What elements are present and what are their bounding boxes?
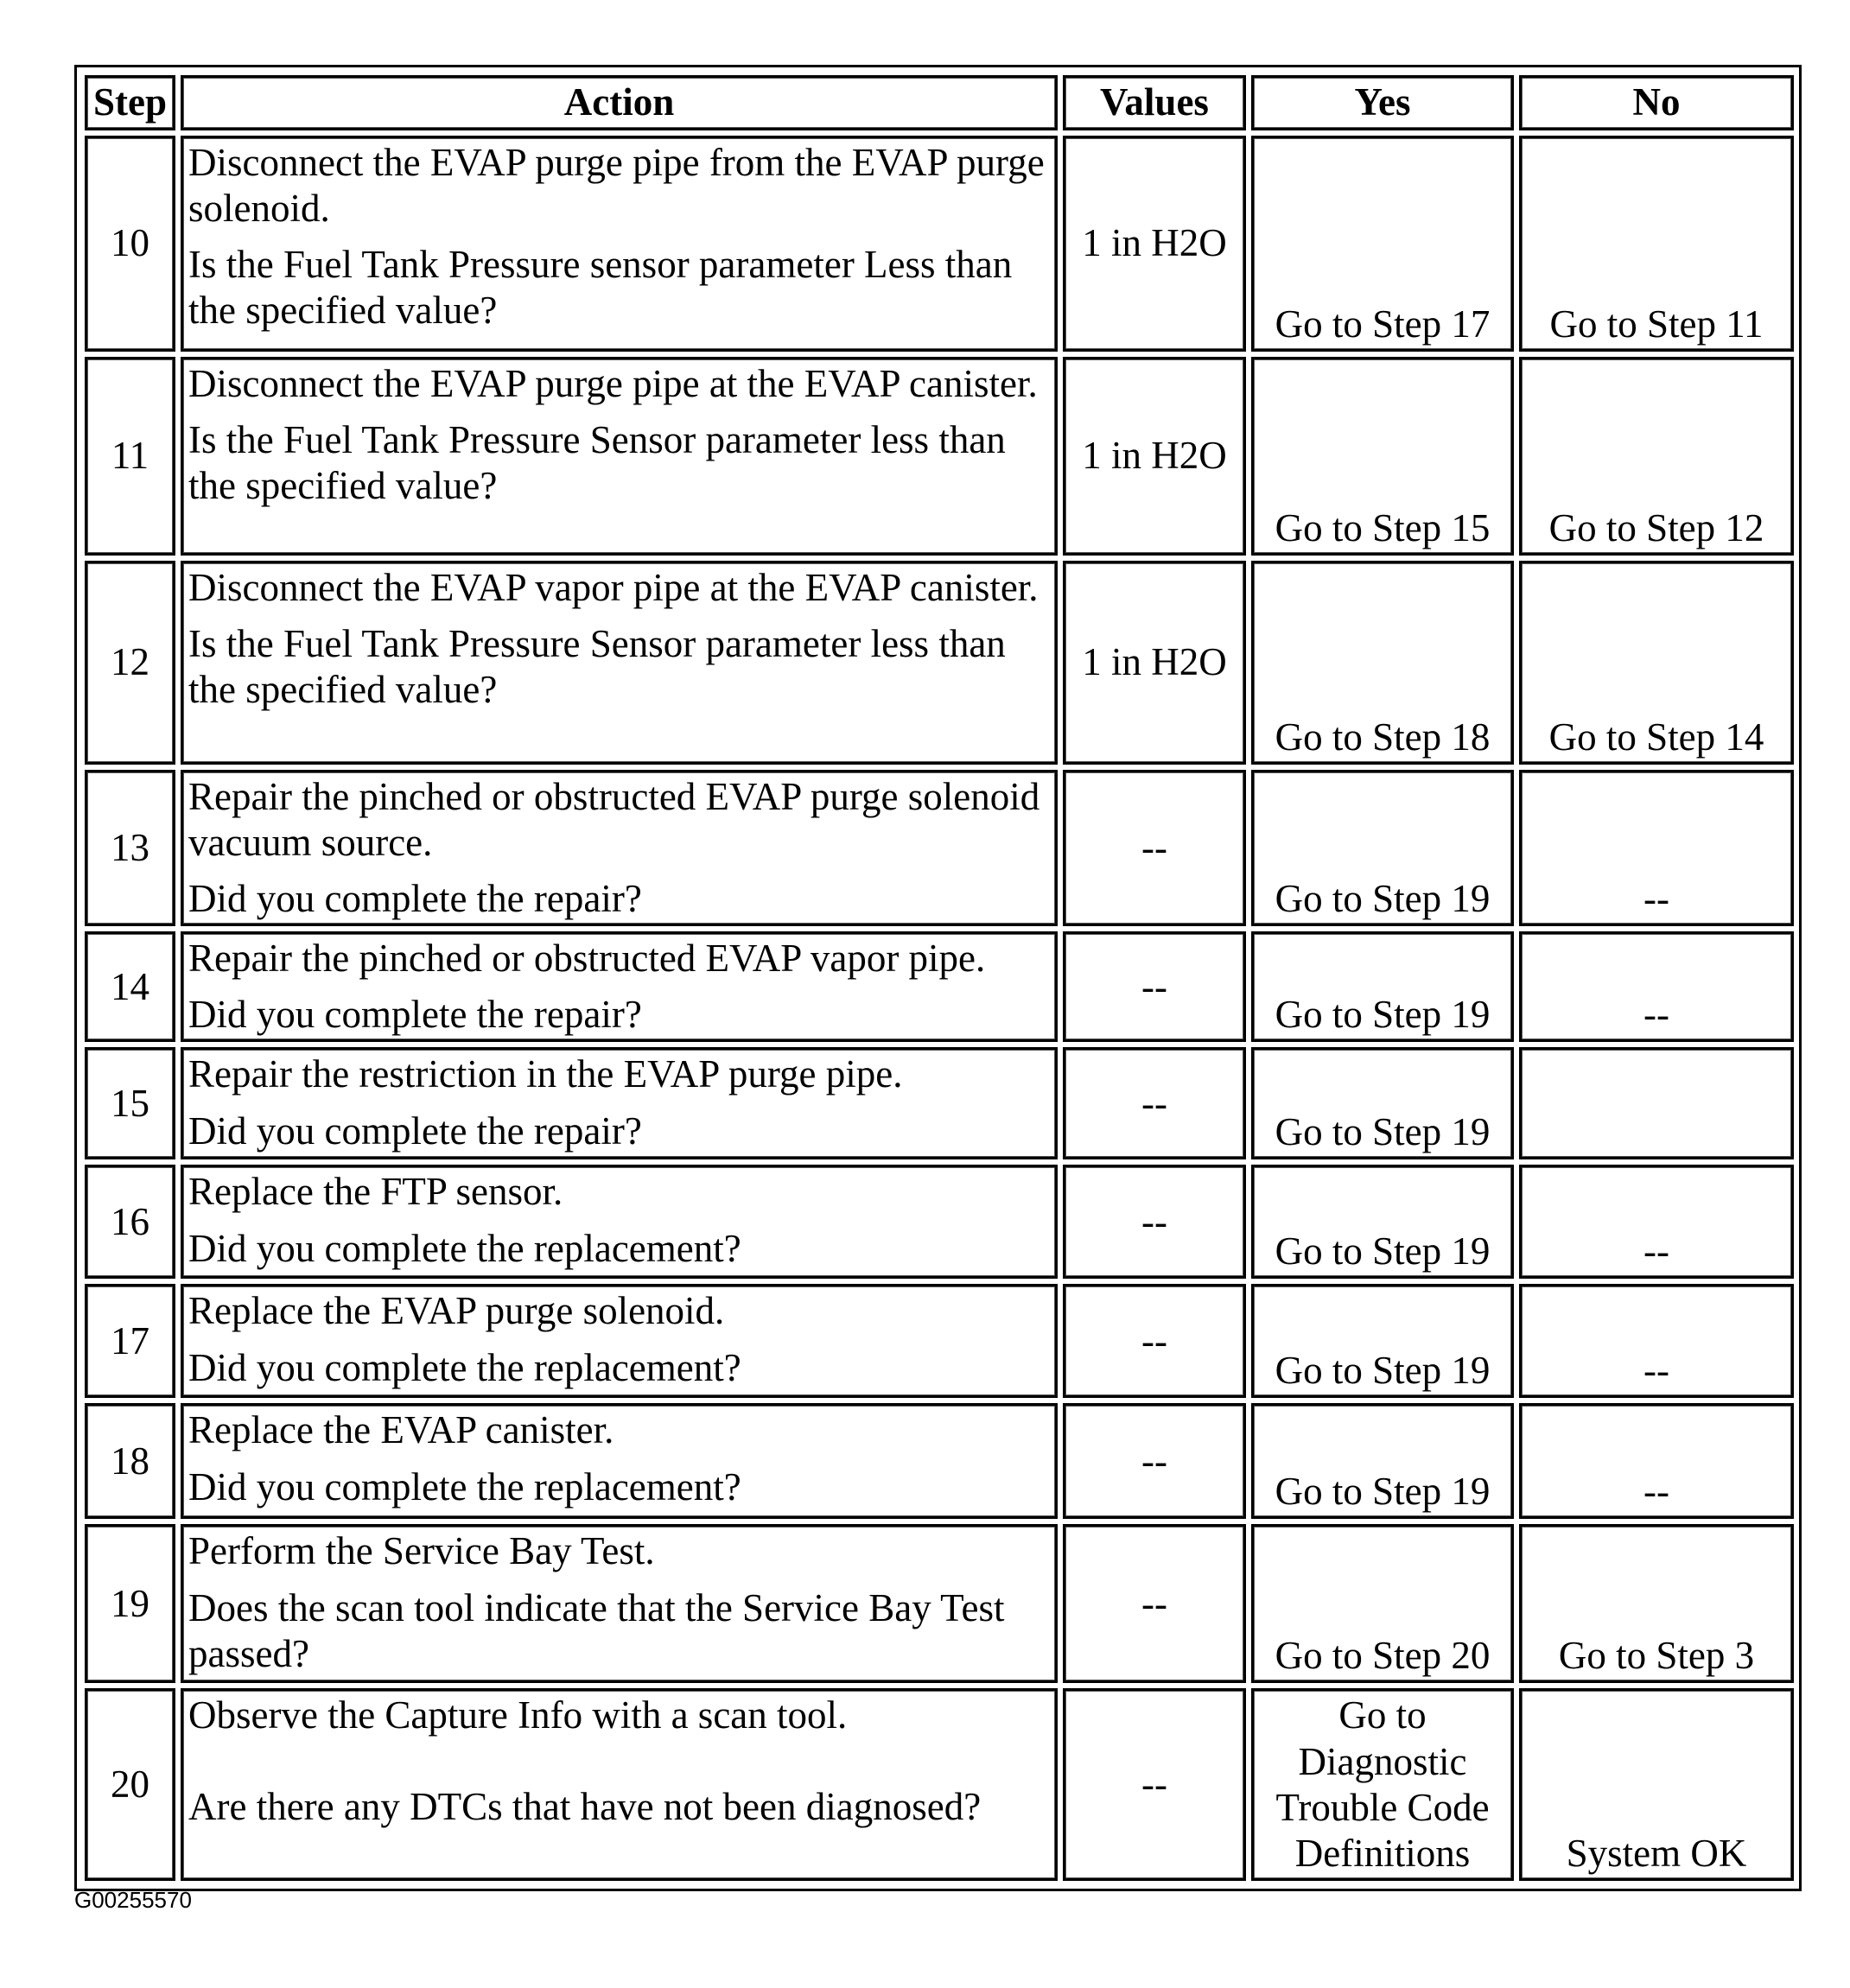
yes-cell: Go to Step 20 <box>1251 1524 1514 1683</box>
action-instruction: Replace the EVAP canister. <box>188 1408 614 1452</box>
action-question: Did you complete the replacement? <box>188 1464 741 1508</box>
action-question: Is the Fuel Tank Pressure Sensor parameter less than the specified value? <box>188 418 1006 508</box>
yes-cell: Go to Step 19 <box>1251 931 1514 1042</box>
step-number: 20 <box>85 1688 175 1880</box>
diagnostic-table-frame <box>74 65 1802 1891</box>
step-number: 14 <box>85 931 175 1042</box>
action-instruction: Repair the pinched or obstructed EVAP vapor pipe. <box>188 937 986 981</box>
step-number: 17 <box>85 1284 175 1398</box>
header-no: No <box>1519 75 1794 130</box>
action-cell <box>181 1688 1058 1880</box>
action-instruction: Replace the FTP sensor. <box>188 1170 563 1214</box>
no-cell: -- <box>1519 931 1794 1042</box>
action-instruction: Perform the Service Bay Test. <box>188 1529 655 1573</box>
value-cell: -- <box>1063 1047 1246 1159</box>
figure-code: G00255570 <box>74 1887 192 1913</box>
value-cell: -- <box>1063 1688 1246 1880</box>
yes-cell: Go to Step 15 <box>1251 357 1514 556</box>
step-number: 16 <box>85 1165 175 1279</box>
table-row <box>85 1403 1794 1519</box>
table-row <box>85 1688 1794 1880</box>
action-cell <box>181 561 1058 765</box>
no-cell: Go to Step 14 <box>1519 561 1794 765</box>
value-cell: 1 in H2O <box>1063 561 1246 765</box>
value-cell: -- <box>1063 1165 1246 1279</box>
no-cell: -- <box>1519 770 1794 926</box>
table-row <box>85 561 1794 765</box>
yes-cell: Go to Diagnostic Trouble Code Definitions <box>1251 1688 1514 1880</box>
no-cell <box>1519 1047 1794 1159</box>
step-number: 15 <box>85 1047 175 1159</box>
header-action: Action <box>181 75 1058 130</box>
value-cell: 1 in H2O <box>1063 357 1246 556</box>
action-instruction: Observe the Capture Info with a scan tool. <box>188 1693 848 1737</box>
table-row <box>85 770 1794 926</box>
action-question: Did you complete the repair? <box>188 877 642 921</box>
step-number: 12 <box>85 561 175 765</box>
yes-cell: Go to Step 19 <box>1251 1047 1514 1159</box>
action-cell <box>181 1524 1058 1683</box>
no-cell: Go to Step 11 <box>1519 136 1794 352</box>
header-yes: Yes <box>1251 75 1514 130</box>
table-row <box>85 1524 1794 1683</box>
action-instruction: Repair the pinched or obstructed EVAP purge solenoid vacuum source. <box>188 775 1040 865</box>
action-question: Did you complete the repair? <box>188 1108 642 1153</box>
yes-cell: Go to Step 18 <box>1251 561 1514 765</box>
yes-cell: Go to Step 19 <box>1251 1284 1514 1398</box>
table-row <box>85 136 1794 352</box>
yes-cell: Go to Step 19 <box>1251 770 1514 926</box>
yes-cell: Go to Step 17 <box>1251 136 1514 352</box>
action-cell <box>181 1403 1058 1519</box>
action-cell <box>181 1284 1058 1398</box>
action-question: Did you complete the replacement? <box>188 1226 741 1270</box>
value-cell: -- <box>1063 1284 1246 1398</box>
action-cell <box>181 357 1058 556</box>
table-row <box>85 1165 1794 1279</box>
header-values: Values <box>1063 75 1246 130</box>
action-cell <box>181 1047 1058 1159</box>
action-question: Is the Fuel Tank Pressure Sensor parameter less than the specified value? <box>188 622 1006 712</box>
action-question: Does the scan tool indicate that the Service Bay Test passed? <box>188 1585 1005 1675</box>
yes-cell: Go to Step 19 <box>1251 1165 1514 1279</box>
action-cell <box>181 770 1058 926</box>
header-row <box>85 75 1794 130</box>
value-cell: -- <box>1063 931 1246 1042</box>
header-step: Step <box>85 75 175 130</box>
action-instruction: Repair the restriction in the EVAP purge pipe. <box>188 1052 903 1096</box>
action-question: Are there any DTCs that have not been diagnosed? <box>188 1784 982 1828</box>
table-row <box>85 1047 1794 1159</box>
value-cell: -- <box>1063 1403 1246 1519</box>
action-instruction: Disconnect the EVAP purge pipe at the EVAP canister. <box>188 362 1038 405</box>
diagnostic-table <box>79 70 1799 1886</box>
no-cell: Go to Step 12 <box>1519 357 1794 556</box>
step-number: 19 <box>85 1524 175 1683</box>
action-question: Is the Fuel Tank Pressure sensor parameter Less than the specified value? <box>188 243 1013 333</box>
action-instruction: Disconnect the EVAP purge pipe from the EVAP purge solenoid. <box>188 141 1045 231</box>
no-cell: -- <box>1519 1165 1794 1279</box>
value-cell: 1 in H2O <box>1063 136 1246 352</box>
step-number: 11 <box>85 357 175 556</box>
table-row <box>85 1284 1794 1398</box>
action-instruction: Disconnect the EVAP vapor pipe at the EVAP canister. <box>188 566 1039 609</box>
table-row <box>85 931 1794 1042</box>
value-cell: -- <box>1063 770 1246 926</box>
no-cell: Go to Step 3 <box>1519 1524 1794 1683</box>
action-cell <box>181 931 1058 1042</box>
action-instruction: Replace the EVAP purge solenoid. <box>188 1289 725 1333</box>
no-cell: -- <box>1519 1284 1794 1398</box>
action-question: Did you complete the replacement? <box>188 1345 741 1389</box>
no-cell: System OK <box>1519 1688 1794 1880</box>
step-number: 18 <box>85 1403 175 1519</box>
step-number: 10 <box>85 136 175 352</box>
action-question: Did you complete the repair? <box>188 993 642 1037</box>
step-number: 13 <box>85 770 175 926</box>
yes-cell: Go to Step 19 <box>1251 1403 1514 1519</box>
value-cell: -- <box>1063 1524 1246 1683</box>
action-cell <box>181 1165 1058 1279</box>
no-cell: -- <box>1519 1403 1794 1519</box>
action-cell <box>181 136 1058 352</box>
table-row <box>85 357 1794 556</box>
